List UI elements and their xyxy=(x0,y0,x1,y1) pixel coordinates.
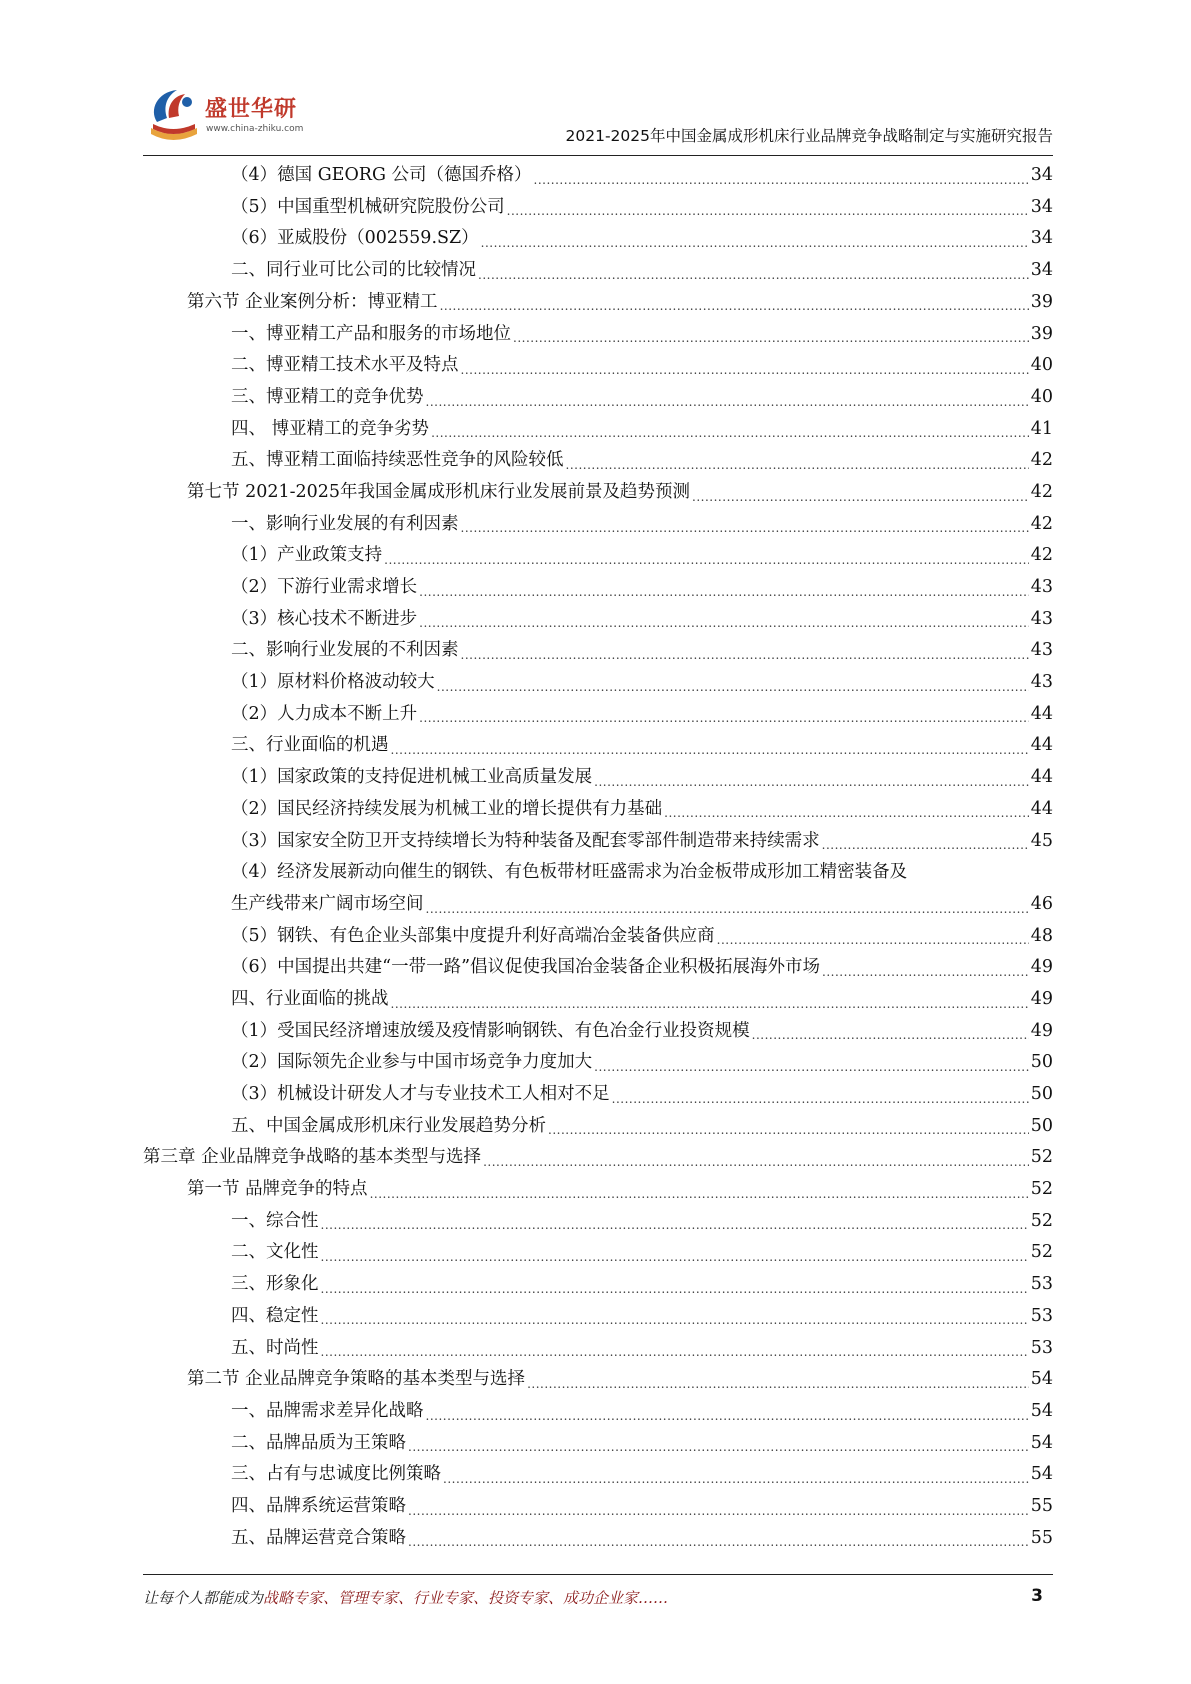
toc-leader-dots xyxy=(408,1505,1029,1523)
toc-entry[interactable] xyxy=(143,1332,1053,1364)
toc-entry-title: 一、博亚精工产品和服务的市场地位 xyxy=(231,323,511,344)
toc-entry-page: 52 xyxy=(1030,1242,1053,1263)
toc-entry-title: 一、影响行业发展的有利因素 xyxy=(231,513,459,534)
toc-leader-dots xyxy=(513,332,1029,350)
toc-leader-dots xyxy=(461,364,1029,382)
toc-entry-title: （3）国家安全防卫开支持续增长为特种装备及配套零部件制造带来持续需求 xyxy=(231,830,820,851)
toc-entry-title: （1）国家政策的支持促进机械工业高质量发展 xyxy=(231,767,593,788)
toc-entry[interactable] xyxy=(143,1523,1053,1555)
toc-entry[interactable] xyxy=(143,1016,1053,1048)
toc-leader-dots xyxy=(426,903,1029,921)
toc-entry-page: 43 xyxy=(1030,640,1053,661)
toc-entry-page: 54 xyxy=(1030,1432,1053,1453)
toc-entry-title: 四、稳定性 xyxy=(231,1305,319,1326)
toc-leader-dots xyxy=(548,1124,1029,1142)
toc-entry-title: 第三章 企业品牌竞争战略的基本类型与选择 xyxy=(143,1147,482,1168)
toc-entry-title: （1）受国民经济增速放缓及疫情影响钢铁、有色冶金行业投资规模 xyxy=(231,1020,750,1041)
toc-entry-title: （2）国际领先企业参与中国市场竞争力度加大 xyxy=(231,1052,593,1073)
toc-leader-dots xyxy=(391,744,1029,762)
toc-entry-page: 44 xyxy=(1030,703,1053,724)
footer-slogan-lead: 让每个人都能成为 xyxy=(143,1589,264,1607)
toc-entry[interactable] xyxy=(143,192,1053,224)
toc-leader-dots xyxy=(431,427,1029,445)
toc-entry-title: （6）中国提出共建“一带一路”倡议促使我国冶金装备企业积极拓展海外市场 xyxy=(231,957,821,978)
toc-entry[interactable] xyxy=(143,287,1053,319)
toc-entry-title: 二、文化性 xyxy=(231,1242,319,1263)
toc-entry[interactable] xyxy=(143,350,1053,382)
toc-entry[interactable] xyxy=(143,921,1053,953)
brand-logo xyxy=(143,84,343,146)
toc-entry-page: 54 xyxy=(1030,1369,1053,1390)
toc-leader-dots xyxy=(391,998,1029,1016)
toc-entry-title: 一、综合性 xyxy=(231,1210,319,1231)
toc-entry[interactable] xyxy=(143,1269,1053,1301)
toc-leader-dots xyxy=(692,491,1029,509)
page-header xyxy=(143,80,1053,156)
toc-entry-page: 44 xyxy=(1030,735,1053,756)
toc-entry-title: 四、 博亚精工的竞争劣势 xyxy=(231,418,430,439)
toc-entry[interactable] xyxy=(143,1111,1053,1143)
toc-entry-title: （5）钢铁、有色企业头部集中度提升利好高端冶金装备供应商 xyxy=(231,925,715,946)
document-title: 2021-2025年中国金属成形机床行业品牌竞争战略制定与实施研究报告 xyxy=(565,127,1053,145)
toc-entry[interactable] xyxy=(143,1237,1053,1269)
toc-entry[interactable] xyxy=(143,984,1053,1016)
toc-entry-title: 四、行业面临的挑战 xyxy=(231,988,389,1009)
toc-leader-dots xyxy=(426,1410,1029,1428)
toc-entry-title: 第二节 企业品牌竞争策略的基本类型与选择 xyxy=(187,1369,526,1390)
toc-leader-dots xyxy=(664,807,1029,825)
toc-leader-dots xyxy=(321,1283,1029,1301)
toc-entry[interactable] xyxy=(143,1206,1053,1238)
logo-name: 盛世华研 xyxy=(205,97,298,122)
toc-entry-title: 五、时尚性 xyxy=(231,1337,319,1358)
toc-entry-page: 49 xyxy=(1030,1020,1053,1041)
footer-divider xyxy=(143,1574,1053,1575)
toc-leader-dots xyxy=(822,839,1029,857)
toc-entry[interactable] xyxy=(143,699,1053,731)
toc-entry[interactable] xyxy=(143,667,1053,699)
toc-entry-title-continued: 生产线带来广阔市场空间 xyxy=(231,893,424,914)
page-number: 3 xyxy=(1031,1586,1043,1606)
toc-entry-title: 一、品牌需求差异化战略 xyxy=(231,1400,424,1421)
toc-leader-dots xyxy=(461,649,1029,667)
toc-entry[interactable] xyxy=(143,1428,1053,1460)
logo-url: www.china-zhiku.com xyxy=(206,124,304,134)
toc-leader-dots xyxy=(483,1156,1029,1174)
toc-entry-title: 五、博亚精工面临持续恶性竞争的风险较低 xyxy=(231,450,564,471)
toc-entry[interactable] xyxy=(143,382,1053,414)
toc-entry-title: 第六节 企业案例分析：博亚精工 xyxy=(187,291,438,312)
toc-entry-page: 50 xyxy=(1030,1052,1053,1073)
toc-leader-dots xyxy=(419,617,1029,635)
toc-entry-title: 三、行业面临的机遇 xyxy=(231,735,389,756)
toc-entry-title: 三、占有与忠诚度比例策略 xyxy=(231,1464,441,1485)
toc-entry-title: 五、品牌运营竞合策略 xyxy=(231,1527,406,1548)
toc-entry-title: （2）下游行业需求增长 xyxy=(231,577,418,598)
toc-entry-page: 41 xyxy=(1030,418,1053,439)
toc-entry-page: 52 xyxy=(1030,1210,1053,1231)
toc-entry-page: 44 xyxy=(1030,798,1053,819)
toc-entry-page: 50 xyxy=(1030,1084,1053,1105)
toc-entry[interactable] xyxy=(143,1491,1053,1523)
toc-entry[interactable] xyxy=(143,572,1053,604)
toc-entry-page: 40 xyxy=(1030,355,1053,376)
toc-entry-page: 49 xyxy=(1030,957,1053,978)
toc-entry-page: 42 xyxy=(1030,545,1053,566)
toc-entry-title: （2）国民经济持续发展为机械工业的增长提供有力基础 xyxy=(231,798,663,819)
toc-entry-page: 55 xyxy=(1030,1495,1053,1516)
toc-entry-page: 49 xyxy=(1030,988,1053,1009)
toc-leader-dots xyxy=(594,1061,1029,1079)
toc-entry-page: 53 xyxy=(1030,1305,1053,1326)
toc-entry-title: 四、品牌系统运营策略 xyxy=(231,1495,406,1516)
toc-entry-page: 53 xyxy=(1030,1274,1053,1295)
toc-entry[interactable] xyxy=(143,1459,1053,1491)
toc-entry-title: 二、博亚精工技术水平及特点 xyxy=(231,355,459,376)
toc-entry[interactable] xyxy=(143,509,1053,541)
toc-entry-page: 52 xyxy=(1030,1147,1053,1168)
page-footer xyxy=(143,1587,1053,1611)
toc-entry[interactable] xyxy=(143,1142,1053,1174)
toc-entry[interactable] xyxy=(143,477,1053,509)
toc-entry-title: （1）产业政策支持 xyxy=(231,545,383,566)
toc-leader-dots xyxy=(822,966,1029,984)
toc-leader-dots xyxy=(534,174,1029,192)
toc-entry-page: 54 xyxy=(1030,1400,1053,1421)
toc-entry-page: 46 xyxy=(1030,893,1053,914)
toc-entry[interactable] xyxy=(143,540,1053,572)
toc-leader-dots xyxy=(408,1536,1029,1554)
toc-entry-page: 45 xyxy=(1030,830,1053,851)
toc-entry[interactable] xyxy=(143,857,1053,920)
toc-entry-page: 44 xyxy=(1030,767,1053,788)
toc-entry-page: 39 xyxy=(1030,291,1053,312)
toc-entry[interactable] xyxy=(143,1396,1053,1428)
toc-leader-dots xyxy=(440,300,1029,318)
toc-leader-dots xyxy=(370,1188,1029,1206)
toc-entry-page: 54 xyxy=(1030,1464,1053,1485)
toc-entry-page: 34 xyxy=(1030,260,1053,281)
toc-entry-page: 34 xyxy=(1030,196,1053,217)
toc-entry[interactable] xyxy=(143,952,1053,984)
toc-entry-title: （4）经济发展新动向催生的钢铁、有色板带材旺盛需求为冶金板带成形加工精密装备及 xyxy=(231,862,908,883)
toc-entry-page: 48 xyxy=(1030,925,1053,946)
toc-entry-page: 34 xyxy=(1030,228,1053,249)
toc-entry-page: 43 xyxy=(1030,608,1053,629)
toc-entry-page: 42 xyxy=(1030,481,1053,502)
toc-entry-title: （6）亚威股份（002559.SZ） xyxy=(231,228,479,249)
toc-entry[interactable] xyxy=(143,255,1053,287)
toc-leader-dots xyxy=(321,1251,1029,1269)
toc-leader-dots xyxy=(419,586,1029,604)
toc-entry[interactable] xyxy=(143,825,1053,857)
toc-entry[interactable] xyxy=(143,730,1053,762)
toc-entry[interactable] xyxy=(143,635,1053,667)
toc-entry-page: 53 xyxy=(1030,1337,1053,1358)
toc-entry[interactable] xyxy=(143,223,1053,255)
toc-entry[interactable] xyxy=(143,762,1053,794)
toc-leader-dots xyxy=(321,1314,1029,1332)
toc-leader-dots xyxy=(478,269,1029,287)
toc-leader-dots xyxy=(321,1346,1029,1364)
toc-leader-dots xyxy=(437,681,1029,699)
toc-leader-dots xyxy=(321,1219,1029,1237)
toc-entry-title: 第一节 品牌竞争的特点 xyxy=(187,1179,368,1200)
toc-entry-title: （2）人力成本不断上升 xyxy=(231,703,418,724)
toc-entry-page: 43 xyxy=(1030,577,1053,598)
toc-leader-dots xyxy=(566,459,1029,477)
toc-leader-dots xyxy=(594,776,1029,794)
toc-entry-page: 50 xyxy=(1030,1115,1053,1136)
toc-entry[interactable] xyxy=(143,160,1053,192)
table-of-contents xyxy=(143,160,1053,1554)
toc-leader-dots xyxy=(717,934,1029,952)
header-divider xyxy=(143,155,1053,156)
toc-entry-page: 52 xyxy=(1030,1179,1053,1200)
toc-entry[interactable] xyxy=(143,445,1053,477)
toc-entry-title: 二、影响行业发展的不利因素 xyxy=(231,640,459,661)
toc-entry-title: 五、中国金属成形机床行业发展趋势分析 xyxy=(231,1115,546,1136)
toc-entry-page: 43 xyxy=(1030,672,1053,693)
toc-leader-dots xyxy=(752,1029,1029,1047)
toc-leader-dots xyxy=(481,237,1029,255)
toc-leader-dots xyxy=(612,1093,1029,1111)
toc-entry[interactable] xyxy=(143,1047,1053,1079)
toc-entry-title: 三、形象化 xyxy=(231,1274,319,1295)
toc-entry-title: （5）中国重型机械研究院股份公司 xyxy=(231,196,505,217)
footer-slogan xyxy=(143,1587,668,1608)
toc-entry-page: 55 xyxy=(1030,1527,1053,1548)
toc-leader-dots xyxy=(461,522,1029,540)
toc-entry-page: 42 xyxy=(1030,513,1053,534)
toc-entry[interactable] xyxy=(143,1301,1053,1333)
toc-entry-page: 39 xyxy=(1030,323,1053,344)
toc-entry-title: （3）核心技术不断进步 xyxy=(231,608,418,629)
toc-leader-dots xyxy=(384,554,1029,572)
toc-entry[interactable] xyxy=(143,1079,1053,1111)
toc-entry-title: 二、同行业可比公司的比较情况 xyxy=(231,260,476,281)
toc-entry[interactable] xyxy=(143,1174,1053,1206)
toc-entry-page: 34 xyxy=(1030,165,1053,186)
toc-entry[interactable] xyxy=(143,1364,1053,1396)
toc-leader-dots xyxy=(507,205,1029,223)
toc-leader-dots xyxy=(419,712,1029,730)
toc-entry-title: 二、品牌品质为王策略 xyxy=(231,1432,406,1453)
toc-entry[interactable] xyxy=(143,604,1053,636)
book-globe-logo-icon xyxy=(143,84,205,144)
toc-entry-title: （3）机械设计研发人才与专业技术工人相对不足 xyxy=(231,1084,610,1105)
toc-leader-dots xyxy=(443,1473,1029,1491)
footer-slogan-accent: 战略专家、管理专家、行业专家、投资专家、成功企业家…… xyxy=(263,1589,669,1607)
toc-leader-dots xyxy=(426,396,1029,414)
toc-entry[interactable] xyxy=(143,414,1053,446)
toc-entry-title: 三、博亚精工的竞争优势 xyxy=(231,386,424,407)
toc-entry-title: （1）原材料价格波动较大 xyxy=(231,672,435,693)
toc-entry-title: 第七节 2021-2025年我国金属成形机床行业发展前景及趋势预测 xyxy=(187,481,691,502)
toc-leader-dots xyxy=(408,1441,1029,1459)
toc-leader-dots xyxy=(527,1378,1029,1396)
toc-entry-page: 40 xyxy=(1030,386,1053,407)
toc-entry-page: 42 xyxy=(1030,450,1053,471)
toc-entry[interactable] xyxy=(143,318,1053,350)
toc-entry-title: （4）德国 GEORG 公司（德国乔格） xyxy=(231,165,532,186)
toc-entry[interactable] xyxy=(143,794,1053,826)
